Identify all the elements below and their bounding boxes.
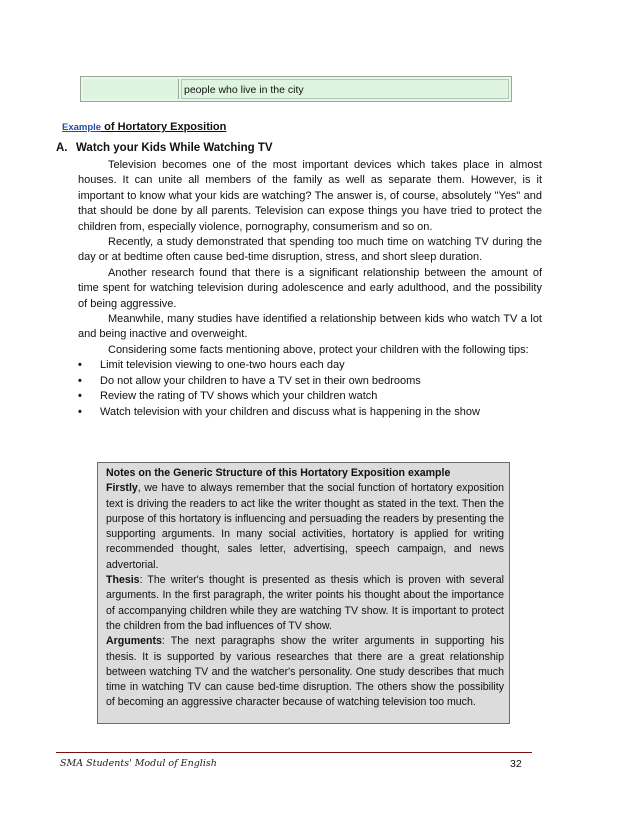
notes-arguments bbox=[106, 634, 504, 710]
notes-heading: Notes on the Generic Structure of this Hortatory Exposition example bbox=[106, 467, 451, 479]
list-item bbox=[78, 374, 542, 389]
paragraph: Another research found that there is a significant relationship between the amount of time spent for watching television during adolescence and early adulthood, and the possibility of being aggressive. bbox=[78, 266, 542, 310]
top-table-right-cell: people who live in the city bbox=[181, 79, 509, 99]
list-item bbox=[78, 405, 542, 420]
notes-firstly-label: Firstly bbox=[106, 482, 138, 495]
bullet-icon: • bbox=[78, 374, 82, 387]
paragraph: Meanwhile, many studies have identified a relationship between kids who watch TV a lot and being inactive and overweight. bbox=[78, 313, 542, 341]
footer-rule bbox=[56, 752, 532, 753]
list-item bbox=[78, 358, 542, 373]
notes-arguments-label: Arguments bbox=[106, 635, 162, 648]
section-heading bbox=[56, 142, 273, 154]
notes-thesis bbox=[106, 573, 504, 634]
article-body bbox=[78, 158, 542, 420]
tip-text: Limit television viewing to one-two hours each day bbox=[100, 359, 345, 372]
example-link[interactable]: Example bbox=[62, 122, 102, 133]
page-number: 32 bbox=[510, 758, 522, 770]
notes-firstly bbox=[106, 481, 504, 573]
notes-box bbox=[97, 462, 510, 724]
paragraph: Television becomes one of the most important devices which takes place in almost houses. It can unite all members of the family as well as separate them. However, is it important to know what your kids are watching? The answer is, of course, absolutely "Yes" and that should be done by all parents. Television can expose things you have tried to protect the children from, especially violence, pornography, consumerism and so on. bbox=[78, 159, 542, 233]
tip-text: Review the rating of TV shows which your children watch bbox=[100, 390, 378, 403]
top-table-left-cell bbox=[83, 79, 179, 99]
example-heading bbox=[62, 121, 226, 133]
tips-list bbox=[78, 358, 542, 420]
bullet-icon: • bbox=[78, 390, 82, 403]
bullet-icon: • bbox=[78, 359, 82, 372]
paragraph: Considering some facts mentioning above, protect your children with the following tips: bbox=[108, 343, 529, 356]
bullet-icon: • bbox=[78, 405, 82, 418]
footer-title: SMA Students' Modul of English bbox=[60, 758, 217, 769]
notes-thesis-text: : The writer's thought is presented as thesis which is proven with several arguments. In the first paragraph, the writer points his thought about the importance of accompanying children while they are watching TV show. It is important to protect the children from the bad influences of TV show. bbox=[106, 574, 504, 632]
top-table bbox=[80, 76, 512, 102]
tip-text: Watch television with your children and discuss what is happening in the show bbox=[100, 405, 480, 418]
list-item bbox=[78, 389, 542, 404]
example-heading-title: of Hortatory Exposition bbox=[101, 121, 227, 133]
tip-text: Do not allow your children to have a TV set in their own bedrooms bbox=[100, 374, 421, 387]
notes-firstly-text: , we have to always remember that the social function of hortatory exposition text is driving the readers to act like the writer thought as stated in the text. Then the purpose of this hortatory is influencing and persuading the readers by presenting the supporting arguments. In many social activities, hortatory is applied for writing recommended thought, sales letter, advertising, speech campaign, and news advertorial. bbox=[106, 482, 504, 571]
section-letter: A. bbox=[56, 142, 68, 154]
paragraph: Recently, a study demonstrated that spending too much time on watching TV during the day or at bedtime often cause bed-time disruption, stress, and short sleep duration. bbox=[78, 236, 542, 264]
notes-arguments-text: : The next paragraphs show the writer arguments in supporting his thesis. It is supported by various researches that there are a great relationship between watching TV and the watcher's personality. One study describes that much time in watching TV can cause bed-time disruption. The others show the possibility of becoming an aggressive character because of watching television too much. bbox=[106, 635, 504, 709]
section-title: Watch your Kids While Watching TV bbox=[76, 142, 273, 154]
notes-thesis-label: Thesis bbox=[106, 574, 140, 587]
